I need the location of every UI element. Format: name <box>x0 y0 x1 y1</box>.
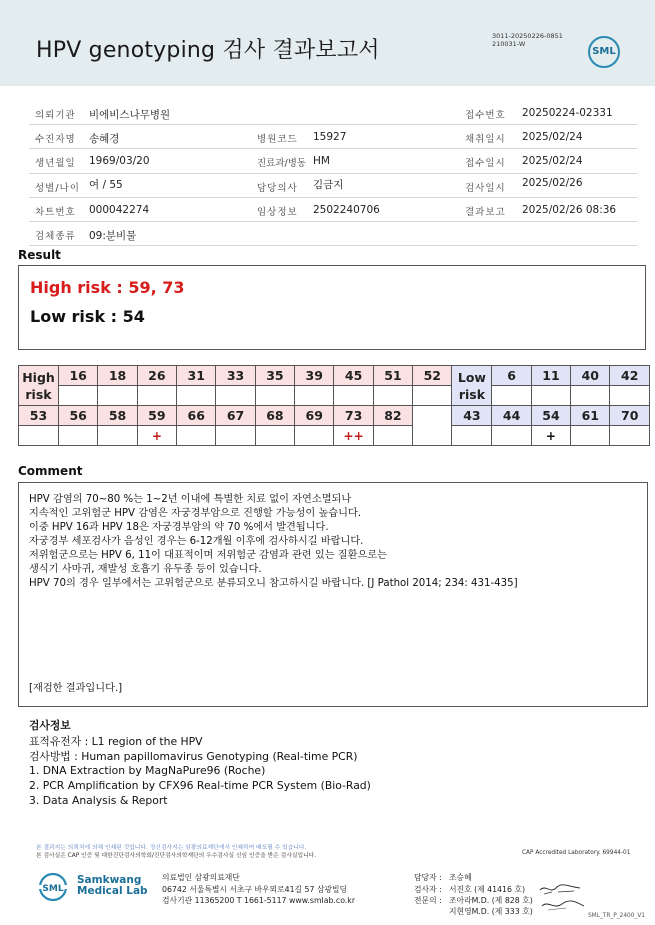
receipt-date-label: 접수일시 <box>465 158 506 170</box>
genotype-cell: 33 <box>216 366 255 386</box>
result-cell <box>571 426 610 446</box>
genotype-cell: 53 <box>19 406 59 426</box>
genotype-row-high-results <box>19 386 650 406</box>
test-date-value: 2025/02/26 <box>522 176 583 189</box>
result-cell <box>59 426 98 446</box>
result-cell <box>177 426 216 446</box>
patient-label: 수진자명 <box>35 134 76 146</box>
genotype-cell: 67 <box>216 406 255 426</box>
genotype-cell: 73 <box>334 406 373 426</box>
doctor-value: 김금지 <box>313 178 344 191</box>
brand-line-2: Medical Lab <box>77 885 148 897</box>
receipt-no-label: 접수번호 <box>465 110 506 121</box>
institution-label: 의뢰기관 <box>35 110 76 121</box>
genotype-cell: 68 <box>255 406 294 426</box>
genotype-cell: 18 <box>98 366 137 386</box>
result-cell <box>531 386 570 406</box>
comment-line: HPV 감염의 70~80 %는 1~2년 이내에 특별한 치료 없이 자연소멸되나 <box>29 494 352 505</box>
clinical-label: 임상정보 <box>257 206 298 218</box>
result-cell-positive: ++ <box>334 426 373 446</box>
genotype-cell: 40 <box>571 366 610 386</box>
genotype-cell: 82 <box>373 406 412 426</box>
exam-target: 표적유전자 : L1 region of the HPV <box>29 735 203 748</box>
specimen-label: 검체종류 <box>35 230 76 242</box>
low-label-1: Low <box>457 369 486 385</box>
high-label-2: risk <box>25 386 52 402</box>
genotype-cell: 39 <box>295 366 334 386</box>
genotype-cell: 42 <box>610 366 650 386</box>
staff-name: 조승혜 <box>449 873 472 882</box>
form-code: SML_TR_P_2400_V1 <box>588 913 645 919</box>
chart-no-value: 000042274 <box>89 203 150 216</box>
hospital-code-label: 병원코드 <box>257 134 298 146</box>
result-cell <box>373 426 412 446</box>
hospital-code-value: 15927 <box>313 131 347 144</box>
dob-label: 생년월일 <box>35 158 76 170</box>
genotype-cell: 45 <box>334 366 373 386</box>
result-cell <box>98 386 137 406</box>
specialist-label: 전문의 : <box>414 896 442 905</box>
info-row <box>29 198 637 222</box>
low-risk-result: Low risk : 54 <box>30 307 145 326</box>
result-cell <box>334 386 373 406</box>
org-contact: 검사기관 11365200 T 1661-5117 www.smlab.co.kr <box>162 896 356 905</box>
genotype-cell: 70 <box>610 406 650 426</box>
high-label-1: High <box>22 369 55 385</box>
genotype-cell: 51 <box>373 366 412 386</box>
comment-box <box>18 482 648 707</box>
result-cell <box>373 386 412 406</box>
comment-line: 생식기 사마귀, 재발성 호흡기 유두종 등이 있습니다. <box>29 564 262 575</box>
genotype-cell: 59 <box>137 406 176 426</box>
sml-logo-icon <box>588 36 620 68</box>
exam-info-heading: 검사정보 <box>29 719 71 732</box>
result-cell-positive: + <box>137 426 176 446</box>
dept-label: 진료과/병동 <box>257 158 307 170</box>
info-row <box>29 125 637 149</box>
footer-notice-2: 본 검사실은 CAP 인증 및 대한진단검사의학회/진단검사의학재단의 우수검사실 신임 인증을 받은 검사실입니다. <box>36 853 317 859</box>
genotype-cell: 66 <box>177 406 216 426</box>
result-heading: Result <box>18 248 61 262</box>
receipt-no-value: 20250224-02331 <box>522 107 613 119</box>
test-date-label: 검사일시 <box>465 182 506 194</box>
result-cell <box>492 426 531 446</box>
genotype-cell: 44 <box>492 406 531 426</box>
cap-accreditation: CAP Accredited Laboratory. 69944-01 <box>522 850 631 856</box>
dept-value: HM <box>313 155 330 168</box>
result-cell <box>255 386 294 406</box>
genotype-cell: 31 <box>177 366 216 386</box>
genotype-cell: 58 <box>98 406 137 426</box>
info-row <box>29 149 637 173</box>
org-address: 06742 서울특별시 서초구 바우뫼로41길 57 삼광빌딩 <box>162 885 348 894</box>
genotype-cell: 56 <box>59 406 98 426</box>
result-cell <box>177 386 216 406</box>
report-code <box>492 32 563 48</box>
signature-icon <box>536 880 588 916</box>
footer-notice-1: 본 결과지는 의뢰처에 의해 인쇄된 것입니다. 정신검사지는 삼광의료재단에서 인쇄하여 배포될 수 있습니다. <box>36 845 307 851</box>
clinical-value: 2502240706 <box>313 203 380 216</box>
high-risk-result: High risk : 59, 73 <box>30 278 185 297</box>
result-cell <box>492 386 531 406</box>
info-row <box>29 174 637 198</box>
result-cell <box>571 386 610 406</box>
brand-name <box>77 875 148 897</box>
report-date-value: 2025/02/26 08:36 <box>522 203 617 216</box>
genotype-table <box>18 365 650 446</box>
report-date-label: 결과보고 <box>465 206 506 218</box>
genotype-cell: 16 <box>59 366 98 386</box>
doctor-label: 담당의사 <box>257 182 298 194</box>
genotype-cell: 52 <box>413 366 452 386</box>
brand-line-1: Samkwang <box>77 874 142 886</box>
comment-heading: Comment <box>18 464 83 478</box>
tester-name: 서진호 (제 41416 호) <box>449 885 525 894</box>
high-risk-label <box>19 366 59 406</box>
result-box <box>18 265 646 350</box>
result-cell <box>19 426 59 446</box>
genotype-cell: 69 <box>295 406 334 426</box>
genotype-cell: 54 <box>531 406 570 426</box>
comment-line: 저위험군으로는 HPV 6, 11이 대표적이며 저위험군 감염과 관련 있는 질환으로는 <box>29 550 387 561</box>
genotype-cell: 43 <box>452 406 492 426</box>
result-cell <box>610 386 650 406</box>
low-label-2: risk <box>458 386 486 402</box>
result-cell <box>295 386 334 406</box>
comment-line: 이중 HPV 16과 HPV 18은 자궁경부암의 약 70 %에서 발견됩니다. <box>29 522 329 533</box>
comment-line: HPV 70의 경우 일부에서는 고위험군으로 분류되오니 참고하시길 바랍니다. [J Pathol 2014; 234: 431-435] <box>29 578 518 589</box>
result-cell <box>413 386 452 406</box>
genotype-row-high-types <box>19 366 650 386</box>
result-cell <box>295 426 334 446</box>
org-name: 의료법인 삼광의료재단 <box>162 873 240 882</box>
svg-text:SML: SML <box>42 884 64 894</box>
report-code-line1: 3011-20250226-0851 <box>492 32 563 40</box>
receipt-date-value: 2025/02/24 <box>522 155 583 168</box>
patient-info-table <box>29 101 637 246</box>
institution-value: 비에비스나무병원 <box>89 109 171 121</box>
specialist-2: 지현영M.D. (제 333 호) <box>449 907 533 916</box>
info-row <box>29 222 637 246</box>
sex-age-value: 여 / 55 <box>89 178 123 191</box>
result-cell <box>216 426 255 446</box>
genotype-cell: 26 <box>137 366 176 386</box>
genotype-cell: 6 <box>492 366 531 386</box>
empty-cell <box>413 406 452 446</box>
result-cell <box>98 426 137 446</box>
result-cell <box>610 426 650 446</box>
sml-logo-text: SML <box>592 46 616 57</box>
chart-no-label: 차트번호 <box>35 206 76 218</box>
result-cell <box>137 386 176 406</box>
result-cell <box>59 386 98 406</box>
genotype-cell: 61 <box>571 406 610 426</box>
staff-label: 담당자 : <box>414 873 442 882</box>
exam-step-3: 3. Data Analysis & Report <box>29 794 168 807</box>
report-title: HPV genotyping 검사 결과보고서 <box>36 38 380 63</box>
samkwang-logo-icon <box>36 872 70 902</box>
genotype-cell: 11 <box>531 366 570 386</box>
report-code-line2: 210031-W <box>492 40 526 48</box>
tester-label: 검사자 : <box>414 885 442 894</box>
patient-value: 송혜경 <box>89 133 120 146</box>
genotype-row-results-2 <box>19 426 650 446</box>
genotype-cell: 35 <box>255 366 294 386</box>
exam-method: 검사방법 : Human papillomavirus Genotyping (Real-time PCR) <box>29 750 358 763</box>
result-cell-positive: + <box>531 426 570 446</box>
result-cell <box>216 386 255 406</box>
genotype-row-types-2 <box>19 406 650 426</box>
info-row <box>29 101 637 125</box>
specimen-value: 09:분비물 <box>89 229 137 242</box>
collect-date-value: 2025/02/24 <box>522 131 583 144</box>
sex-age-label: 성별/나이 <box>35 182 80 194</box>
exam-step-1: 1. DNA Extraction by MagNaPure96 (Roche) <box>29 764 266 777</box>
comment-line: 지속적인 고위험군 HPV 감염은 자궁경부암으로 진행할 가능성이 높습니다. <box>29 508 362 519</box>
low-risk-label <box>452 366 492 406</box>
report-header <box>0 0 655 86</box>
retest-note: [재검한 결과입니다.] <box>29 683 123 694</box>
result-cell <box>255 426 294 446</box>
dob-value: 1969/03/20 <box>89 155 150 168</box>
exam-step-2: 2. PCR Amplification by CFX96 Real-time PCR System (Bio-Rad) <box>29 779 371 792</box>
specialist-1: 조아라M.D. (제 828 호) <box>449 896 533 905</box>
result-cell <box>452 426 492 446</box>
comment-line: 자궁경부 세포검사가 음성인 경우는 6-12개월 이후에 검사하시길 바랍니다. <box>29 536 364 547</box>
collect-date-label: 채취일시 <box>465 134 506 146</box>
